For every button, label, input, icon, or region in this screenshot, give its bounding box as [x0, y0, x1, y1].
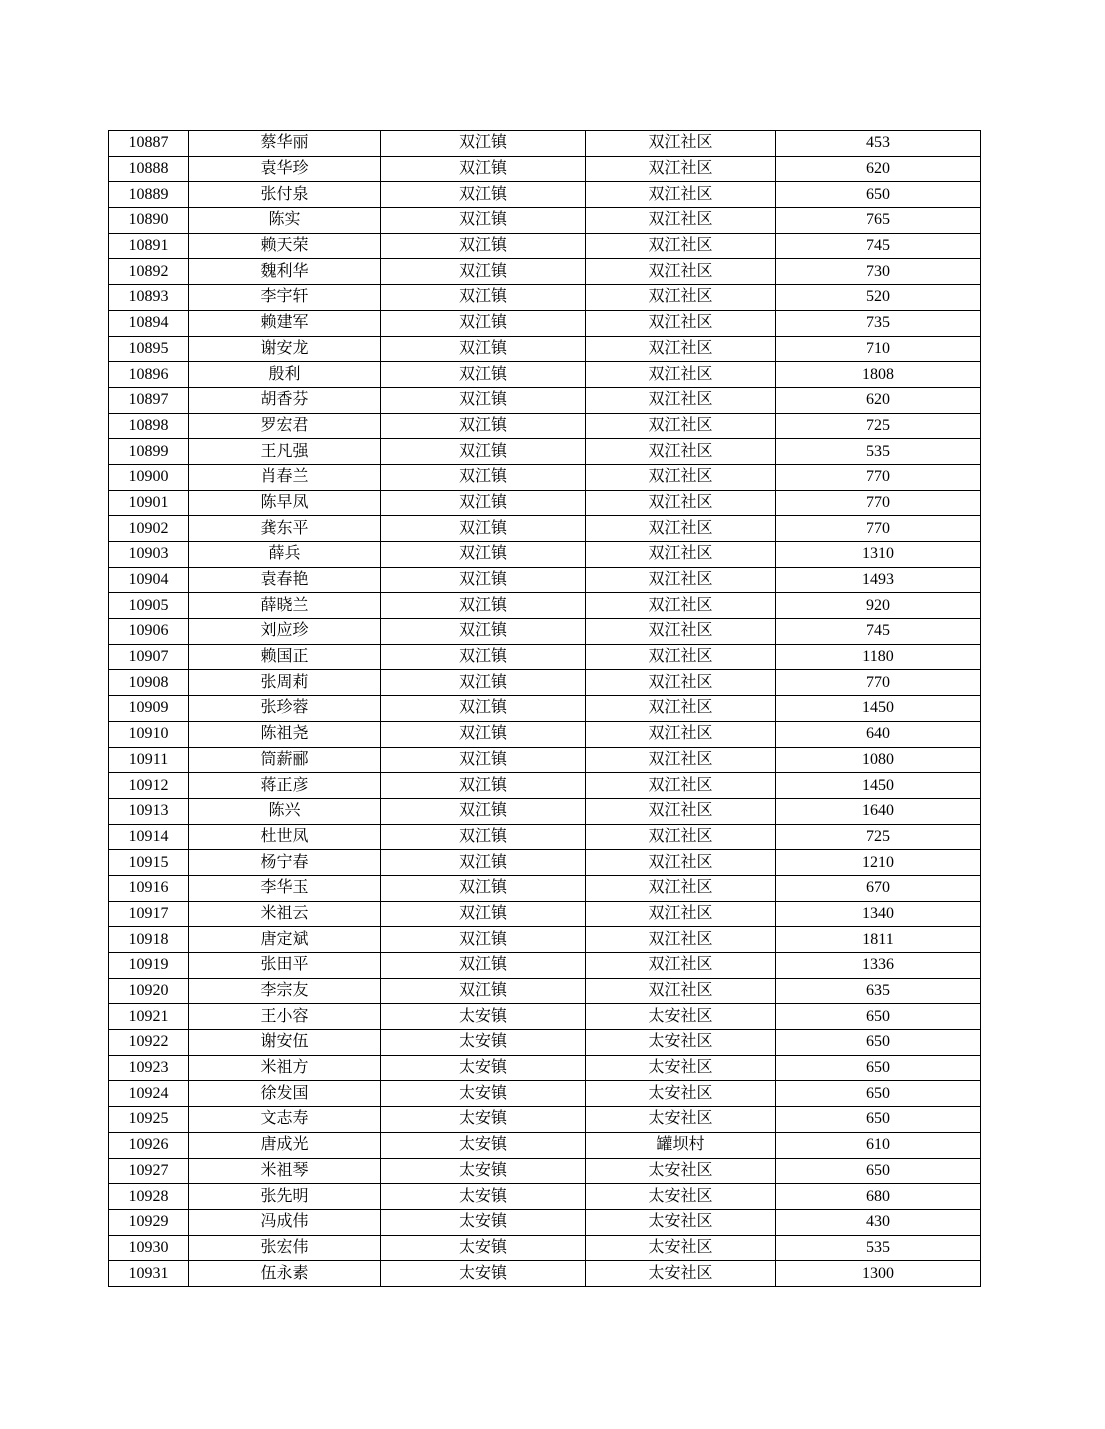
cell-id: 10907 [109, 644, 189, 670]
cell-town: 双江镇 [381, 336, 586, 362]
cell-name: 筒薪郦 [189, 747, 381, 773]
cell-community: 罐坝村 [586, 1132, 776, 1158]
cell-town: 双江镇 [381, 233, 586, 259]
records-table [108, 130, 981, 1287]
cell-community: 太安社区 [586, 1055, 776, 1081]
cell-amount: 1180 [776, 644, 981, 670]
cell-id: 10917 [109, 901, 189, 927]
table-row [109, 387, 981, 413]
cell-town: 双江镇 [381, 670, 586, 696]
cell-town: 双江镇 [381, 208, 586, 234]
cell-name: 薛晓兰 [189, 593, 381, 619]
cell-community: 双江社区 [586, 824, 776, 850]
table-row [109, 1132, 981, 1158]
cell-name: 唐成光 [189, 1132, 381, 1158]
cell-amount: 770 [776, 464, 981, 490]
cell-name: 张付泉 [189, 182, 381, 208]
cell-community: 双江社区 [586, 747, 776, 773]
cell-name: 殷利 [189, 362, 381, 388]
cell-amount: 635 [776, 978, 981, 1004]
table-row [109, 1055, 981, 1081]
cell-community: 双江社区 [586, 619, 776, 645]
cell-id: 10902 [109, 516, 189, 542]
cell-amount: 535 [776, 1235, 981, 1261]
cell-amount: 610 [776, 1132, 981, 1158]
cell-town: 双江镇 [381, 593, 586, 619]
cell-town: 双江镇 [381, 516, 586, 542]
table-row [109, 1107, 981, 1133]
cell-name: 王小容 [189, 1004, 381, 1030]
cell-community: 太安社区 [586, 1158, 776, 1184]
cell-town: 双江镇 [381, 696, 586, 722]
cell-name: 胡香芬 [189, 387, 381, 413]
cell-town: 双江镇 [381, 953, 586, 979]
cell-name: 李宗友 [189, 978, 381, 1004]
table-row [109, 901, 981, 927]
cell-id: 10914 [109, 824, 189, 850]
cell-id: 10895 [109, 336, 189, 362]
cell-id: 10888 [109, 156, 189, 182]
cell-community: 双江社区 [586, 567, 776, 593]
cell-community: 双江社区 [586, 516, 776, 542]
table-row [109, 824, 981, 850]
cell-amount: 1300 [776, 1261, 981, 1287]
cell-id: 10890 [109, 208, 189, 234]
cell-id: 10911 [109, 747, 189, 773]
cell-community: 双江社区 [586, 670, 776, 696]
cell-id: 10899 [109, 439, 189, 465]
cell-town: 双江镇 [381, 721, 586, 747]
table-row [109, 773, 981, 799]
cell-amount: 650 [776, 1107, 981, 1133]
cell-id: 10924 [109, 1081, 189, 1107]
cell-community: 双江社区 [586, 850, 776, 876]
cell-name: 陈祖尧 [189, 721, 381, 747]
cell-name: 米祖琴 [189, 1158, 381, 1184]
table-row [109, 696, 981, 722]
cell-community: 双江社区 [586, 233, 776, 259]
cell-town: 双江镇 [381, 362, 586, 388]
cell-id: 10901 [109, 490, 189, 516]
table-row [109, 721, 981, 747]
cell-id: 10904 [109, 567, 189, 593]
cell-amount: 620 [776, 387, 981, 413]
cell-town: 双江镇 [381, 901, 586, 927]
cell-town: 双江镇 [381, 285, 586, 311]
cell-community: 太安社区 [586, 1235, 776, 1261]
table-row [109, 1261, 981, 1287]
cell-amount: 650 [776, 1030, 981, 1056]
cell-amount: 1336 [776, 953, 981, 979]
cell-amount: 670 [776, 875, 981, 901]
cell-town: 双江镇 [381, 798, 586, 824]
cell-name: 刘应珍 [189, 619, 381, 645]
cell-id: 10927 [109, 1158, 189, 1184]
cell-community: 双江社区 [586, 901, 776, 927]
cell-id: 10889 [109, 182, 189, 208]
cell-amount: 770 [776, 670, 981, 696]
cell-id: 10887 [109, 131, 189, 157]
cell-town: 太安镇 [381, 1030, 586, 1056]
cell-community: 太安社区 [586, 1004, 776, 1030]
cell-community: 双江社区 [586, 439, 776, 465]
cell-amount: 1450 [776, 696, 981, 722]
cell-amount: 725 [776, 824, 981, 850]
cell-name: 陈实 [189, 208, 381, 234]
table-row [109, 1184, 981, 1210]
table-row [109, 747, 981, 773]
cell-town: 太安镇 [381, 1209, 586, 1235]
cell-id: 10906 [109, 619, 189, 645]
table-row [109, 1209, 981, 1235]
cell-community: 双江社区 [586, 953, 776, 979]
table-row [109, 233, 981, 259]
cell-name: 蒋正彦 [189, 773, 381, 799]
table-row [109, 208, 981, 234]
cell-community: 双江社区 [586, 387, 776, 413]
cell-amount: 1210 [776, 850, 981, 876]
table-row [109, 439, 981, 465]
cell-id: 10929 [109, 1209, 189, 1235]
cell-community: 太安社区 [586, 1184, 776, 1210]
cell-name: 袁华珍 [189, 156, 381, 182]
cell-name: 谢安龙 [189, 336, 381, 362]
cell-community: 双江社区 [586, 875, 776, 901]
cell-amount: 650 [776, 1004, 981, 1030]
cell-id: 10919 [109, 953, 189, 979]
table-row [109, 1081, 981, 1107]
cell-name: 米祖方 [189, 1055, 381, 1081]
cell-name: 张先明 [189, 1184, 381, 1210]
cell-town: 双江镇 [381, 542, 586, 568]
cell-community: 双江社区 [586, 413, 776, 439]
cell-amount: 725 [776, 413, 981, 439]
cell-amount: 770 [776, 490, 981, 516]
cell-amount: 620 [776, 156, 981, 182]
cell-id: 10913 [109, 798, 189, 824]
cell-name: 张田平 [189, 953, 381, 979]
cell-amount: 430 [776, 1209, 981, 1235]
cell-name: 杜世凤 [189, 824, 381, 850]
cell-name: 伍永素 [189, 1261, 381, 1287]
cell-id: 10930 [109, 1235, 189, 1261]
cell-town: 双江镇 [381, 927, 586, 953]
cell-amount: 745 [776, 233, 981, 259]
cell-town: 太安镇 [381, 1107, 586, 1133]
cell-id: 10916 [109, 875, 189, 901]
cell-amount: 650 [776, 1081, 981, 1107]
cell-community: 双江社区 [586, 490, 776, 516]
table-row [109, 798, 981, 824]
table-row [109, 670, 981, 696]
cell-id: 10925 [109, 1107, 189, 1133]
cell-town: 双江镇 [381, 875, 586, 901]
cell-name: 赖建军 [189, 310, 381, 336]
cell-community: 太安社区 [586, 1107, 776, 1133]
cell-community: 双江社区 [586, 336, 776, 362]
cell-id: 10926 [109, 1132, 189, 1158]
table-row [109, 310, 981, 336]
cell-name: 张宏伟 [189, 1235, 381, 1261]
cell-name: 王凡强 [189, 439, 381, 465]
cell-town: 双江镇 [381, 464, 586, 490]
table-row [109, 978, 981, 1004]
cell-town: 双江镇 [381, 156, 586, 182]
cell-amount: 765 [776, 208, 981, 234]
cell-amount: 1811 [776, 927, 981, 953]
table-row [109, 1004, 981, 1030]
cell-id: 10931 [109, 1261, 189, 1287]
table-row [109, 362, 981, 388]
cell-name: 张珍蓉 [189, 696, 381, 722]
cell-town: 双江镇 [381, 747, 586, 773]
cell-amount: 770 [776, 516, 981, 542]
cell-id: 10891 [109, 233, 189, 259]
cell-town: 双江镇 [381, 439, 586, 465]
cell-id: 10903 [109, 542, 189, 568]
cell-id: 10894 [109, 310, 189, 336]
cell-community: 双江社区 [586, 593, 776, 619]
cell-town: 双江镇 [381, 567, 586, 593]
table-row [109, 953, 981, 979]
table-row [109, 516, 981, 542]
cell-id: 10892 [109, 259, 189, 285]
cell-community: 双江社区 [586, 464, 776, 490]
cell-town: 双江镇 [381, 387, 586, 413]
cell-town: 太安镇 [381, 1081, 586, 1107]
cell-community: 双江社区 [586, 131, 776, 157]
cell-amount: 730 [776, 259, 981, 285]
cell-town: 双江镇 [381, 490, 586, 516]
cell-id: 10897 [109, 387, 189, 413]
cell-name: 陈兴 [189, 798, 381, 824]
cell-name: 龚东平 [189, 516, 381, 542]
cell-town: 太安镇 [381, 1004, 586, 1030]
cell-community: 双江社区 [586, 773, 776, 799]
cell-name: 赖天荣 [189, 233, 381, 259]
table-row [109, 927, 981, 953]
cell-name: 冯成伟 [189, 1209, 381, 1235]
cell-community: 双江社区 [586, 208, 776, 234]
cell-name: 蔡华丽 [189, 131, 381, 157]
cell-town: 双江镇 [381, 310, 586, 336]
cell-name: 罗宏君 [189, 413, 381, 439]
table-row [109, 1030, 981, 1056]
cell-name: 薛兵 [189, 542, 381, 568]
cell-amount: 920 [776, 593, 981, 619]
cell-amount: 735 [776, 310, 981, 336]
cell-town: 太安镇 [381, 1184, 586, 1210]
cell-community: 双江社区 [586, 927, 776, 953]
cell-name: 魏利华 [189, 259, 381, 285]
cell-name: 唐定斌 [189, 927, 381, 953]
table-row [109, 567, 981, 593]
cell-community: 双江社区 [586, 362, 776, 388]
cell-amount: 1640 [776, 798, 981, 824]
cell-community: 双江社区 [586, 285, 776, 311]
table-row [109, 644, 981, 670]
cell-community: 双江社区 [586, 644, 776, 670]
cell-town: 双江镇 [381, 824, 586, 850]
cell-id: 10918 [109, 927, 189, 953]
table-row [109, 336, 981, 362]
cell-id: 10915 [109, 850, 189, 876]
cell-amount: 640 [776, 721, 981, 747]
cell-name: 肖春兰 [189, 464, 381, 490]
cell-town: 太安镇 [381, 1261, 586, 1287]
cell-name: 徐发国 [189, 1081, 381, 1107]
cell-name: 李华玉 [189, 875, 381, 901]
table-row [109, 593, 981, 619]
cell-amount: 1340 [776, 901, 981, 927]
cell-town: 双江镇 [381, 978, 586, 1004]
cell-town: 太安镇 [381, 1158, 586, 1184]
cell-id: 10912 [109, 773, 189, 799]
table-row [109, 850, 981, 876]
cell-id: 10900 [109, 464, 189, 490]
cell-town: 太安镇 [381, 1235, 586, 1261]
cell-community: 太安社区 [586, 1030, 776, 1056]
table-row [109, 285, 981, 311]
table-row [109, 131, 981, 157]
cell-community: 双江社区 [586, 542, 776, 568]
cell-name: 李宇轩 [189, 285, 381, 311]
cell-amount: 650 [776, 1055, 981, 1081]
cell-amount: 1310 [776, 542, 981, 568]
cell-id: 10928 [109, 1184, 189, 1210]
cell-amount: 520 [776, 285, 981, 311]
cell-community: 双江社区 [586, 696, 776, 722]
cell-id: 10920 [109, 978, 189, 1004]
cell-id: 10923 [109, 1055, 189, 1081]
cell-id: 10896 [109, 362, 189, 388]
cell-id: 10893 [109, 285, 189, 311]
cell-community: 双江社区 [586, 798, 776, 824]
table-row [109, 156, 981, 182]
cell-community: 双江社区 [586, 978, 776, 1004]
cell-name: 张周莉 [189, 670, 381, 696]
cell-town: 双江镇 [381, 773, 586, 799]
cell-town: 双江镇 [381, 413, 586, 439]
cell-amount: 1450 [776, 773, 981, 799]
cell-id: 10905 [109, 593, 189, 619]
cell-community: 双江社区 [586, 156, 776, 182]
cell-name: 袁春艳 [189, 567, 381, 593]
table-row [109, 490, 981, 516]
cell-amount: 650 [776, 1158, 981, 1184]
cell-name: 米祖云 [189, 901, 381, 927]
cell-community: 太安社区 [586, 1209, 776, 1235]
table-row [109, 413, 981, 439]
cell-town: 双江镇 [381, 182, 586, 208]
cell-amount: 710 [776, 336, 981, 362]
cell-amount: 1808 [776, 362, 981, 388]
table-row [109, 182, 981, 208]
cell-id: 10922 [109, 1030, 189, 1056]
cell-id: 10921 [109, 1004, 189, 1030]
cell-community: 双江社区 [586, 182, 776, 208]
cell-amount: 1493 [776, 567, 981, 593]
table-row [109, 619, 981, 645]
table-row [109, 542, 981, 568]
cell-id: 10910 [109, 721, 189, 747]
cell-town: 太安镇 [381, 1132, 586, 1158]
cell-community: 太安社区 [586, 1081, 776, 1107]
cell-amount: 680 [776, 1184, 981, 1210]
cell-amount: 1080 [776, 747, 981, 773]
cell-community: 双江社区 [586, 721, 776, 747]
cell-community: 双江社区 [586, 310, 776, 336]
cell-town: 双江镇 [381, 131, 586, 157]
cell-name: 文志寿 [189, 1107, 381, 1133]
cell-town: 太安镇 [381, 1055, 586, 1081]
cell-town: 双江镇 [381, 850, 586, 876]
cell-amount: 535 [776, 439, 981, 465]
table-row [109, 464, 981, 490]
cell-id: 10909 [109, 696, 189, 722]
table-row [109, 259, 981, 285]
cell-town: 双江镇 [381, 644, 586, 670]
cell-town: 双江镇 [381, 619, 586, 645]
cell-name: 陈早凤 [189, 490, 381, 516]
table-row [109, 875, 981, 901]
cell-name: 杨宁春 [189, 850, 381, 876]
cell-name: 谢安伍 [189, 1030, 381, 1056]
cell-town: 双江镇 [381, 259, 586, 285]
table-row [109, 1158, 981, 1184]
cell-amount: 745 [776, 619, 981, 645]
table-body [109, 131, 981, 1287]
table-row [109, 1235, 981, 1261]
cell-community: 双江社区 [586, 259, 776, 285]
cell-id: 10898 [109, 413, 189, 439]
cell-id: 10908 [109, 670, 189, 696]
cell-community: 太安社区 [586, 1261, 776, 1287]
cell-amount: 650 [776, 182, 981, 208]
cell-amount: 453 [776, 131, 981, 157]
cell-name: 赖国正 [189, 644, 381, 670]
